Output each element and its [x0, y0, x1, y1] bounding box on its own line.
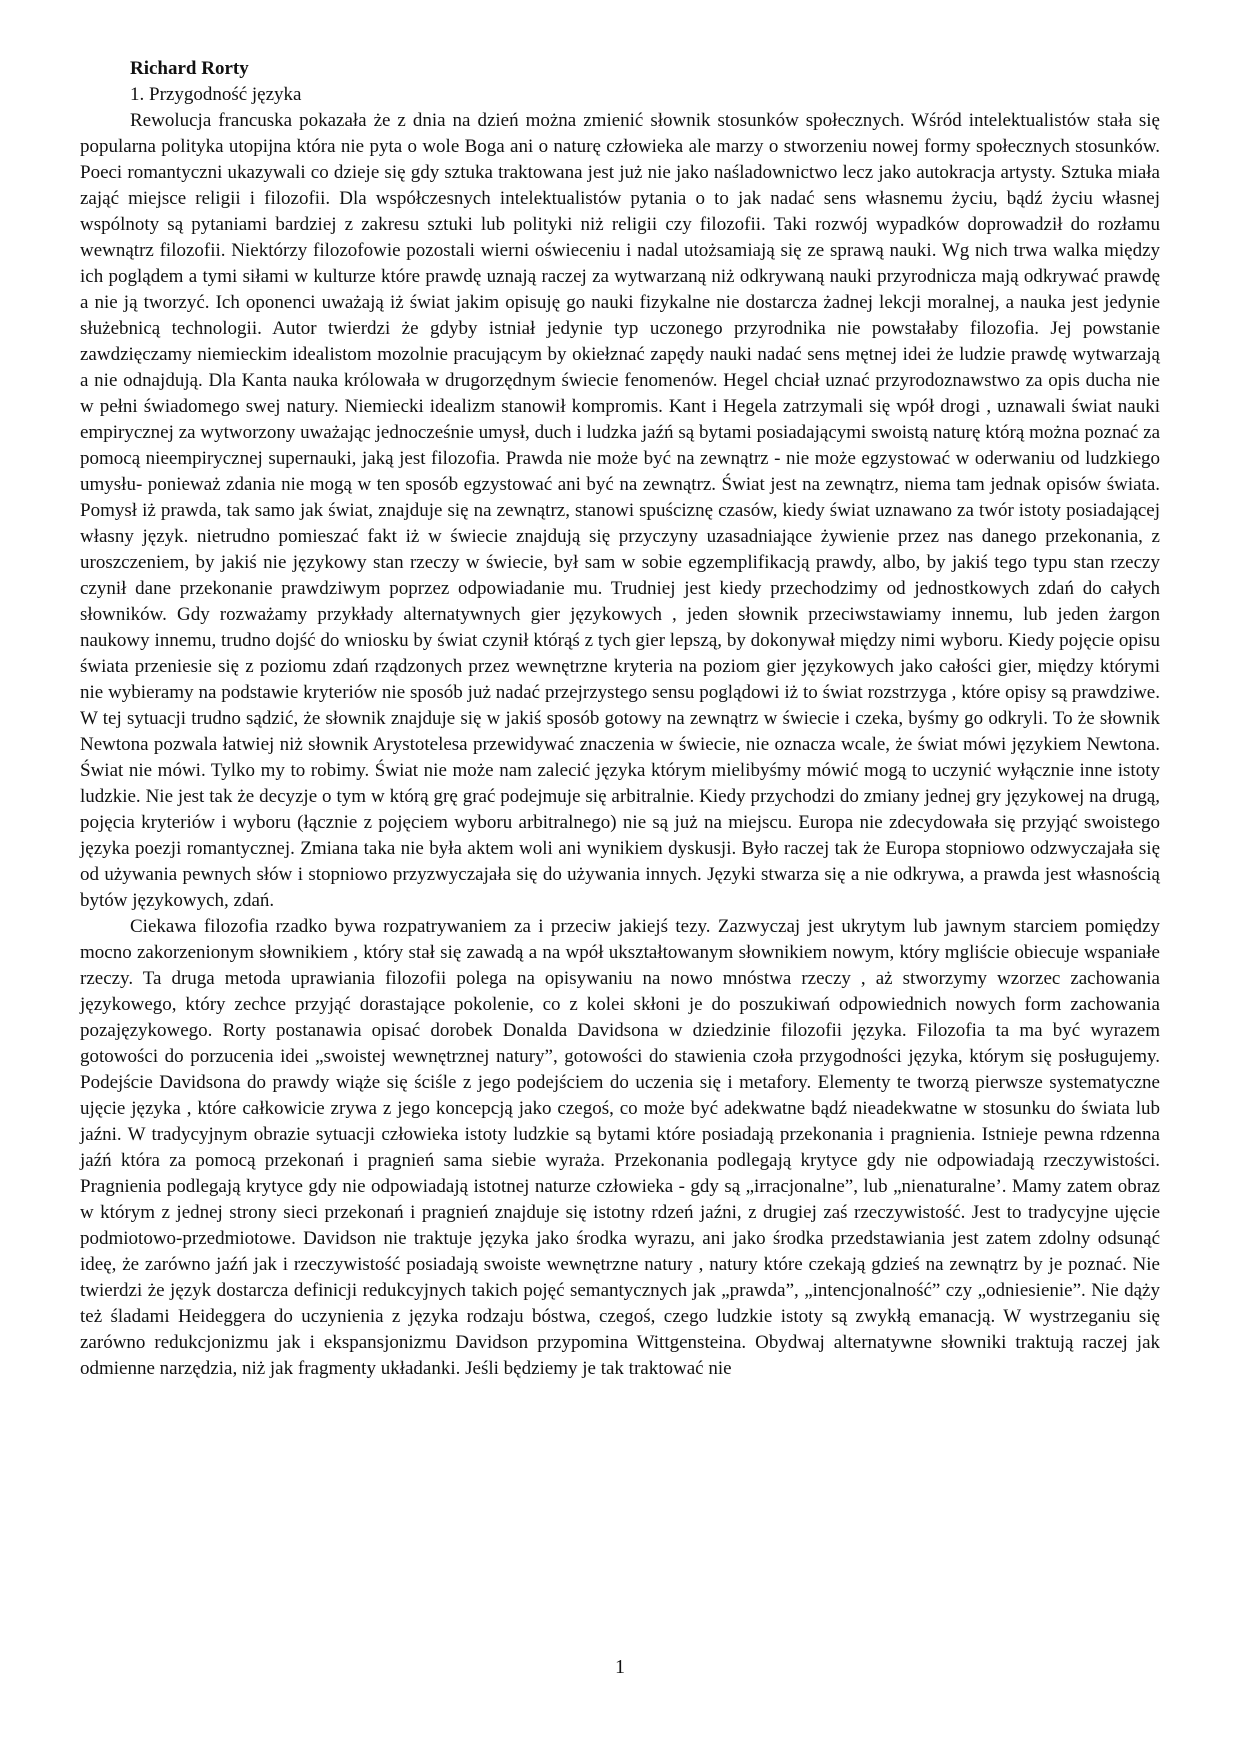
document-body: [80, 56, 1160, 1382]
paragraph: Ciekawa filozofia rzadko bywa rozpatrywaniem za i przeciw jakiejś tezy. Zazwyczaj jest ukrytym lub jawnym starciem pomiędzy mocno zakorzenionym słownikiem , który stał się zawadą a na wpół ukształtowanym słownikiem nowym, który mgliście obiecuje wspaniałe rzeczy. Ta druga metoda uprawiania filozofii polega na opisywaniu na nowo mnóstwa rzeczy , aż stworzymy wzorzec zachowania językowego, który zechce przyjąć dorastające pokolenie, co z kolei skłoni je do poszukiwań odpowiednich nowych form zachowania pozajęzykowego. Rorty postanawia opisać dorobek Donalda Davidsona w dziedzinie filozofii języka. Filozofia ta ma być wyrazem gotowości do porzucenia idei „swoistej wewnętrznej natury”, gotowości do stawienia czoła przygodności języka, którym się posługujemy. Podejście Davidsona do prawdy wiąże się ściśle z jego podejściem do uczenia się i metafory. Elementy te tworzą pierwsze systematyczne ujęcie języka , które całkowicie zrywa z jego koncepcją jako czegoś, co może być adekwatne bądź nieadekwatne w stosunku do świata lub jaźni. W tradycyjnym obrazie sytuacji człowieka istoty ludzkie są bytami które posiadają przekonania i pragnienia. Istnieje pewna rdzenna jaźń która za pomocą przekonań i pragnień sama siebie wyraża. Przekonania podlegają krytyce gdy nie odpowiadają rzeczywistości. Pragnienia podlegają krytyce gdy nie odpowiadają istotnej naturze człowieka - gdy są „irracjonalne”, lub „nienaturalne’. Mamy zatem obraz w którym z jednej strony sieci przekonań i pragnień znajduje się istotny rdzeń jaźni, z drugiej zaś rzeczywistość. Jest to tradycyjne ujęcie podmiotowo-przedmiotowe. Davidson nie traktuje języka jako środka wyrazu, ani jako środka przedstawiania jest zatem zdolny odsunąć ideę, że zarówno jaźń jak i rzeczywistość posiadają swoiste wewnętrzne natury , natury które czekają gdzieś na zewnątrz by je poznać. Nie twierdzi że język dostarcza definicji redukcyjnych takich pojęć semantycznych jak „prawda”, „intencjonalność” czy „odniesienie”. Nie dąży też śladami Heideggera do uczynienia z języka rodzaju bóstwa, czegoś, czego ludzkie istoty są zwykłą emanacją. W wystrzeganiu się zarówno redukcjonizmu jak i ekspansjonizmu Davidson przypomina Wittgensteina. Obydwaj alternatywne słowniki traktują raczej jak odmienne narzędzia, niż jak fragmenty układanki. Jeśli będziemy je tak traktować nie: [80, 916, 1160, 1379]
section-title: 1. Przygodność języka: [130, 84, 302, 105]
paragraph: Rewolucja francuska pokazała że z dnia na dzień można zmienić słownik stosunków społecznych. Wśród intelektualistów stała się popularna polityka utopijna która nie pyta o wole Boga ani o naturę człowieka ale marzy o stworzeniu nowej formy społecznych stosunków. Poeci romantyczni ukazywali co dzieje się gdy sztuka traktowana jest już nie jako naśladownictwo lecz jako autokracja artysty. Sztuka miała zająć miejsce religii i filozofii. Dla współczesnych intelektualistów pytania o to jak nadać sens własnemu życiu, bądź życiu własnej wspólnoty są pytaniami bardziej z zakresu sztuki lub polityki niż religii czy filozofii. Taki rozwój wypadków doprowadził do rozłamu wewnątrz filozofii. Niektórzy filozofowie pozostali wierni oświeceniu i nadal utożsamiają się ze sprawą nauki. Wg nich trwa walka między ich poglądem a tymi siłami w kulturze które prawdę uznają raczej za wytwarzaną niż odkrywaną nauki przyrodnicza mają odkrywać prawdę a nie ją tworzyć. Ich oponenci uważają iż świat jakim opisuję go nauki fizykalne nie dostarcza żadnej lekcji moralnej, a nauka jest jedynie służebnicą technologii. Autor twierdzi że gdyby istniał jedynie typ uczonego przyrodnika nie powstałaby filozofia. Jej powstanie zawdzięczamy niemieckim idealistom mozolnie pracującym by okiełznać zapędy nauki nadać sens mętnej idei że ludzie prawdę wytwarzają a nie odnajdują. Dla Kanta nauka królowała w drugorzędnym świecie fenomenów. Hegel chciał uznać przyrodoznawstwo za opis ducha nie w pełni świadomego swej natury. Niemiecki idealizm stanowił kompromis. Kant i Hegela zatrzymali się wpół drogi , uznawali świat nauki empirycznej za wytworzony uważając jednocześnie umysł, duch i ludzka jaźń są bytami posiadającymi swoistą naturę którą można poznać za pomocą nieempirycznej supernauki, jaką jest filozofia. Prawda nie może być na zewnątrz - nie może egzystować w oderwaniu od ludzkiego umysłu- ponieważ zdania nie mogą w ten sposób egzystować ani być na zewnątrz. Świat jest na zewnątrz, niema tam jednak opisów świata. Pomysł iż prawda, tak samo jak świat, znajduje się na zewnątrz, stanowi spuściznę czasów, kiedy świat uznawano za twór istoty posiadającej własny język. nietrudno pomieszać fakt iż w świecie znajdują się przyczyny uzasadniające żywienie przez nas danego przekonania, z uroszczeniem, by jakiś nie językowy stan rzeczy w świecie, był sam w sobie egzemplifikacją prawdy, albo, by jakiś tego typu stan rzeczy czynił dane przekonanie prawdziwym poprzez odpowiadanie mu. Trudniej jest kiedy przechodzimy od jednostkowych zdań do całych słowników. Gdy rozważamy przykłady alternatywnych gier językowych , jeden słownik przeciwstawiamy innemu, lub jeden żargon naukowy innemu, trudno dojść do wniosku by świat czynił którąś z tych gier lepszą, by dokonywał między nimi wyboru. Kiedy pojęcie opisu świata przeniesie się z poziomu zdań rządzonych przez wewnętrzne kryteria na poziom gier językowych jako całości gier, między którymi nie wybieramy na podstawie kryteriów nie sposób już nadać przejrzystego sensu poglądowi iż to świat rozstrzyga , które opisy są prawdziwe. W tej sytuacji trudno sądzić, że słownik znajduje się w jakiś sposób gotowy na zewnątrz w świecie i czeka, byśmy go odkryli. To że słownik Newtona pozwala łatwiej niż słownik Arystotelesa przewidywać znaczenia w świecie, nie oznacza wcale, że świat mówi językiem Newtona. Świat nie mówi. Tylko my to robimy. Świat nie może nam zalecić języka którym mielibyśmy mówić mogą to uczynić wyłącznie inne istoty ludzkie. Nie jest tak że decyzje o tym w którą grę grać podejmuje się arbitralnie. Kiedy przychodzi do zmiany jednej gry językowej na drugą, pojęcia kryteriów i wyboru (łącznie z pojęciem wyboru arbitralnego) nie są już na miejscu. Europa nie zdecydowała się przyjąć swoistego języka poezji romantycznej. Zmiana taka nie była aktem woli ani wynikiem dyskusji. Było raczej tak że Europa stopniowo odzwyczajała się od używania pewnych słów i stopniowo przyzwyczajała się do używania innych. Języki stwarza się a nie odkrywa, a prawda jest własnością bytów językowych, zdań.: [80, 110, 1160, 911]
author-name: Richard Rorty: [130, 58, 249, 79]
page-number: 1: [615, 1656, 625, 1678]
